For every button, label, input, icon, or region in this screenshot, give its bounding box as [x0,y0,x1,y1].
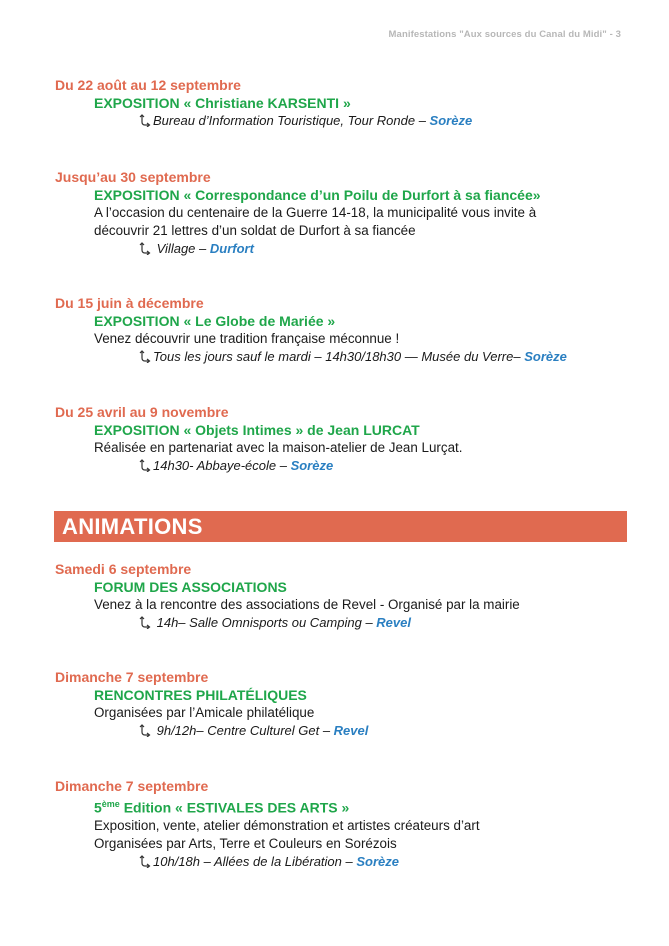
curved-arrow-icon [139,242,151,255]
event-description: Venez découvrir une tradition française méconnue ! [94,331,400,346]
curved-arrow-icon [139,459,151,472]
edition-suffix: ème [101,799,120,809]
event-title: RENCONTRES PHILATÉLIQUES [94,687,307,703]
event-info [139,240,635,258]
event-entry [55,294,635,366]
event-location: Village – [153,241,210,256]
event-location: Tous les jours sauf le mardi – 14h30/18h30 — Musée du Verre– [153,349,525,364]
event-title: EXPOSITION « Correspondance d’un Poilu de Durfort à sa fiancée» [94,187,541,203]
event-date: Du 22 août au 12 septembre [55,77,241,93]
section-banner: ANIMATIONS [54,511,627,542]
event-entry [55,76,635,130]
event-info [139,722,635,740]
event-description: Venez à la rencontre des associations de Revel - Organisé par la mairie [94,597,520,612]
event-date: Dimanche 7 septembre [55,669,209,685]
event-date: Samedi 6 septembre [55,561,192,577]
curved-arrow-icon [139,616,151,629]
curved-arrow-icon [139,724,151,737]
event-title-text: Edition « ESTIVALES DES ARTS » [119,799,350,816]
event-entry [55,560,635,632]
event-description: Réalisée en partenariat avec la maison-atelier de Jean Lurçat. [94,440,463,455]
event-info [139,614,635,632]
event-town: Durfort [209,241,254,256]
event-location: 14h30- Abbaye-école – [153,458,291,473]
event-title: EXPOSITION « Objets Intimes » de Jean LURCAT [94,422,420,438]
event-town: Sorèze [524,349,567,364]
event-location: 10h/18h – Allées de la Libération – [153,853,357,869]
curved-arrow-icon [139,350,151,363]
page-header: Manifestations "Aux sources du Canal du Midi" - 3 [388,29,621,40]
edition-number: 5 [94,799,102,816]
curved-arrow-icon [139,855,151,868]
event-entry [55,403,635,475]
event-description: Exposition, vente, atelier démonstration et artistes créateurs d’art [94,817,480,833]
event-title: FORUM DES ASSOCIATIONS [94,579,287,595]
event-description: découvrir 21 lettres d’un soldat de Durfort à sa fiancée [94,223,416,238]
event-description: A l’occasion du centenaire de la Guerre 14-18, la municipalité vous invite à [94,205,537,220]
curved-arrow-icon [139,114,151,127]
event-title [94,795,635,817]
event-description: Organisées par l’Amicale philatélique [94,705,315,720]
event-entry [55,168,635,258]
event-title: EXPOSITION « Le Globe de Mariée » [94,313,336,329]
event-town: Revel [376,615,411,630]
event-date: Dimanche 7 septembre [55,778,209,794]
event-description: Organisées par Arts, Terre et Couleurs en Sorézois [94,835,397,851]
event-date: Jusqu’au 30 septembre [55,169,211,185]
event-town: Sorèze [356,853,399,869]
event-info [139,457,635,475]
event-title: EXPOSITION « Christiane KARSENTI » [94,95,351,111]
event-date: Du 25 avril au 9 novembre [55,404,229,420]
event-info [139,853,635,871]
event-town: Sorèze [429,113,473,128]
event-town: Revel [333,723,369,738]
event-location: 9h/12h– Centre Culturel Get – [153,723,334,738]
event-location: 14h– Salle Omnisports ou Camping – [153,615,377,630]
event-town: Sorèze [290,458,334,473]
event-date: Du 15 juin à décembre [55,295,204,311]
event-entry [55,777,635,871]
event-location: Bureau d’Information Touristique, Tour Ronde – [153,113,430,128]
event-info [139,348,635,366]
event-entry [55,668,635,740]
event-info [139,112,635,130]
